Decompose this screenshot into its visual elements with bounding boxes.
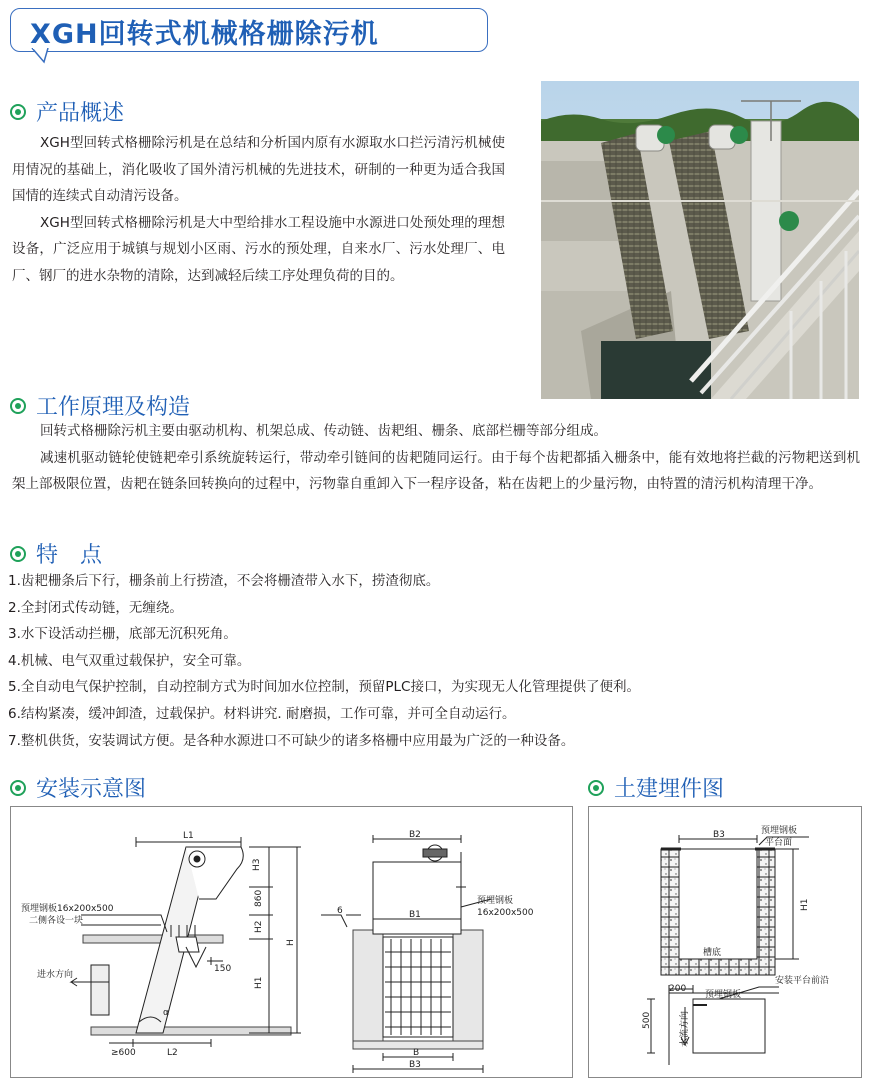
principle-paragraph: 减速机驱动链轮使链耙牵引系统旋转运行，带动牵引链间的齿耙随同运行。由于每个齿耙都插入栅条中，能有效地将拦截的污物耙送到机架上部极限位置，齿耙在链条回转换向的过程中，污物靠自重卸入下一程序设备，粘在齿耙上的少量污物，由特置的清污机构清理干净。 [12,449,860,492]
section-features-header [10,538,102,569]
label-platform: 平台面 [765,838,793,848]
dim-H1: H1 [254,976,264,989]
section-bullet-icon [10,780,26,796]
dim-L2: L2 [167,1048,178,1058]
overview-paragraph: XGH型回转式格栅除污机是大中型给排水工程设施中水源进口处预处理的理想设备，广泛应用于城镇与规划小区雨、污水的预处理，自来水厂、污水处理厂、电厂、钢厂的进水杂物的清除，达到减轻后续工序处理负荷的目的。 [12,214,505,284]
overview-paragraph: XGH型回转式格栅除污机是在总结和分析国内原有水源取水口拦污清污机械使用情况的基础上，消化吸收了国外清污机械的先进技术，研制的一种更为适合我国国情的连续式自动清污设备。 [12,135,505,204]
label-trough-bottom: 槽底 [703,948,722,958]
dim-200: 200 [669,984,687,994]
civil-diagram-panel [588,806,862,1078]
civil-plan-drawing [647,835,809,1065]
dim-civil-B3: B3 [713,830,725,840]
label-civil-plate-2: 预埋钢板 [705,990,742,1000]
feature-item: 2.全封闭式传动链，无缠绕。 [8,599,183,616]
install-diagram-panel [10,806,573,1078]
label-front-plate-size: 16x200x500 [477,908,534,918]
section-principle-title: 工作原理及构造 [36,395,191,420]
section-principle-header [10,390,190,421]
overview-text [12,130,505,289]
label-install-edge: 安装平台前沿 [775,976,830,986]
page-title: XGH回转式机械格栅除污机 [30,19,379,50]
section-install-header [10,772,146,803]
section-overview-header [10,96,124,127]
section-features-title: 特 点 [36,543,103,568]
dim-860: 860 [254,889,264,907]
label-water-flow: 水流方向 [680,1010,690,1047]
section-bullet-icon [10,546,26,562]
dim-H2: H2 [254,920,264,933]
section-civil-title: 土建埋件图 [614,777,725,802]
dim-civil-H1: H1 [800,898,810,911]
dim-600: ≥600 [111,1048,136,1058]
section-bullet-icon [588,780,604,796]
principle-paragraph: 回转式格栅除污机主要由驱动机构、机架总成、传动链、齿耙组、栅条、底部栏栅等部分组成。 [40,423,607,439]
dim-500: 500 [642,1011,652,1029]
section-install-title: 安装示意图 [36,777,147,802]
features-list [8,568,860,754]
feature-item: 4.机械、电气双重过载保护，安全可靠。 [8,652,251,669]
label-embedded-plate: 预埋钢板16x200x500 [21,904,114,914]
feature-item: 5.全自动电气保护控制，自动控制方式为时间加水位控制，预留PLC接口，为实现无人化管理提供了便利。 [8,679,640,696]
label-both-sides: 二侧各设一块 [29,916,84,926]
dim-H3: H3 [252,858,262,871]
feature-item: 6.结构紧凑，缓冲卸渣，过载保护。材料讲究. 耐磨损，工作可靠，并可全自动运行。 [8,705,516,722]
principle-text [12,418,860,498]
feature-item: 1.齿耙栅条后下行，栅条前上行捞渣，不会将栅渣带入水下，捞渣彻底。 [8,573,440,589]
section-civil-header [588,772,724,803]
dim-B2: B2 [409,830,421,840]
section-overview-title: 产品概述 [36,101,125,126]
dim-L1: L1 [183,831,194,841]
section-bullet-icon [10,398,26,414]
dim-B3: B3 [409,1060,421,1070]
dim-B1: B1 [409,910,421,920]
label-flag: 6 [337,906,343,916]
dim-H: H [286,939,296,946]
label-inflow: 进水方向 [37,970,74,980]
feature-item: 7.整机供货，安装调试方便。是各种水源进口不可缺少的诸多格栅中应用最为广泛的一种设备。 [8,732,575,749]
label-civil-plate: 预埋钢板 [761,826,798,836]
dim-150: 150 [214,964,232,974]
section-bullet-icon [10,104,26,120]
front-view-drawing [321,835,491,1073]
dim-B: B [413,1048,420,1058]
feature-item: 3.水下设活动拦栅，底部无沉积死角。 [8,626,237,643]
label-alpha: α [163,1008,169,1018]
product-photo [541,81,859,399]
side-view-drawing [71,837,301,1047]
label-front-plate: 预埋钢板 [477,896,514,906]
